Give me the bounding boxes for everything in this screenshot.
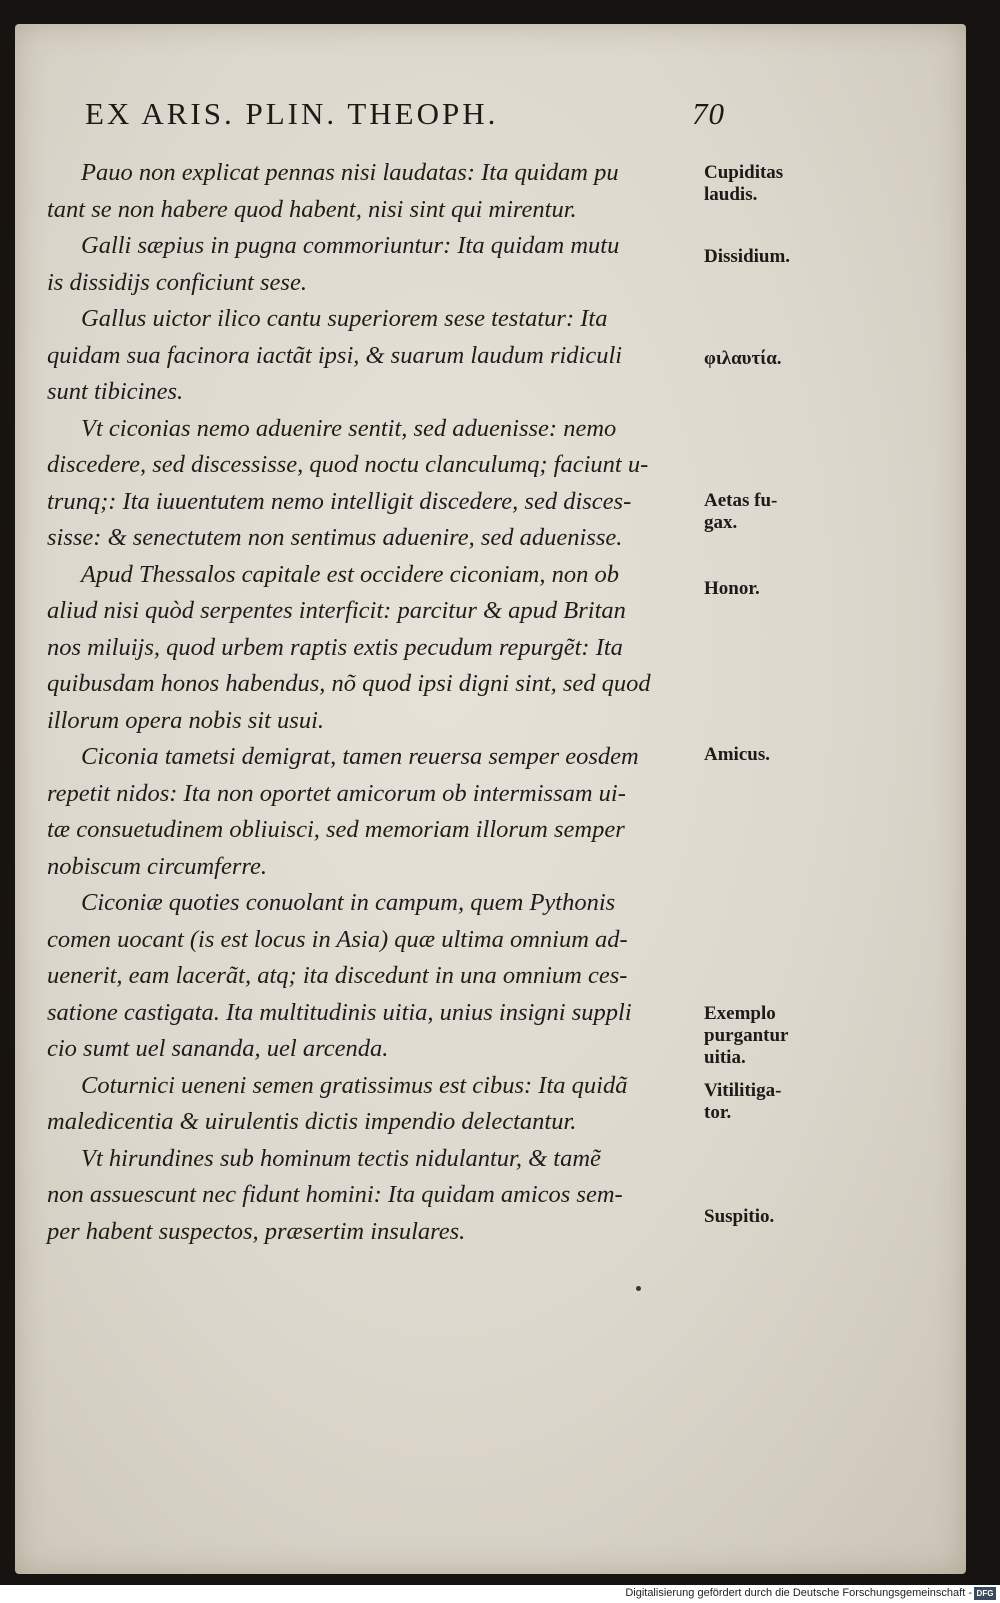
- margin-note-exemplo: Exemplo purgantur uitia.: [704, 1003, 789, 1068]
- paragraph-thessalos: Apud Thessalos capitale est occidere ciconiam, non ob aliud nisi quòd serpentes interficit: parcitur & apud Britan nos miluijs, quod urbem raptis extis pecudum repurgẽt: Ita quibusdam honos habendus, nõ quod ipsi digni sint, sed quod illorum opera nobis sit usui.: [47, 560, 651, 734]
- footer-bar: [0, 1585, 1000, 1603]
- digitization-credit: Digitalisierung gefördert durch die Deutsche Forschungsgemeinschaft -: [625, 1587, 972, 1599]
- paragraph-ciconia: Ciconia tametsi demigrat, tamen reuersa semper eosdem repetit nidos: Ita non oportet amicorum ob intermissam ui- tæ consuetudinem obliuisci, sed memoriam illorum semper nobiscum circumferre.: [47, 743, 639, 880]
- paragraph-pauo: Pauo non explicat pennas nisi laudatas: Ita quidam pu tant se non habere quod habent, nisi sint qui mirentur.: [47, 159, 619, 223]
- main-text-column: [47, 155, 697, 1250]
- margin-note-honor: Honor.: [704, 578, 760, 599]
- dfg-logo-icon: DFG: [974, 1587, 996, 1600]
- margin-note-aetas: Aetas fu- gax.: [704, 490, 778, 533]
- paragraph-gallus: Gallus uictor ilico cantu superiorem sese testatur: Ita quidam sua facinora iactãt ipsi, & suarum laudum ridiculi sunt tibicines.: [47, 305, 623, 405]
- paragraph-coturnici: Coturnici ueneni semen gratissimus est cibus: Ita quidã maledicentia & uirulentis dictis impendio delectantur.: [47, 1071, 628, 1135]
- paragraph-ciconias: Vt ciconias nemo aduenire sentit, sed aduenisse: nemo discedere, sed discessisse, quod noctu clanculumq; faciunt u- trunq;: Ita iuuentutem nemo intelligit discedere, sed disces- sisse: & senectutem non sentimus aduenire, sed aduenisse.: [47, 414, 649, 551]
- ink-speck: [636, 1286, 641, 1291]
- margin-note-amicus: Amicus.: [704, 744, 770, 765]
- margin-note-suspitio: Suspitio.: [704, 1206, 775, 1227]
- margin-note-dissidium: Dissidium.: [704, 246, 791, 267]
- paragraph-ciconiae: Ciconiæ quoties conuolant in campum, quem Pythonis comen uocant (is est locus in Asia) quæ ultima omnium ad- uenerit, eam lacerãt, atq; ita discedunt in una omnium ces- satione castigata. Ita multitudinis uitia, unius insigni suppli cio sumt uel sananda, uel arcenda.: [47, 889, 632, 1062]
- paragraph-hirundines: Vt hirundines sub hominum tectis nidulantur, & tamẽ non assuescunt nec fidunt homini: Ita quidam amicos sem- per habent suspectos, præsertim insulares.: [47, 1144, 623, 1245]
- running-header: [85, 92, 725, 136]
- margin-note-philautia: φιλαυτία.: [704, 348, 782, 369]
- paragraph-galli: Galli sæpius in pugna commoriuntur: Ita quidam mutu is dissidijs conficiunt sese.: [47, 232, 620, 296]
- page-number: 70: [692, 96, 725, 131]
- running-title: EX ARIS. PLIN. THEOPH.: [85, 96, 499, 131]
- margin-note-cupiditas: Cupiditas laudis.: [704, 162, 784, 205]
- margin-note-vitilitigator: Vitilitiga- tor.: [704, 1080, 782, 1123]
